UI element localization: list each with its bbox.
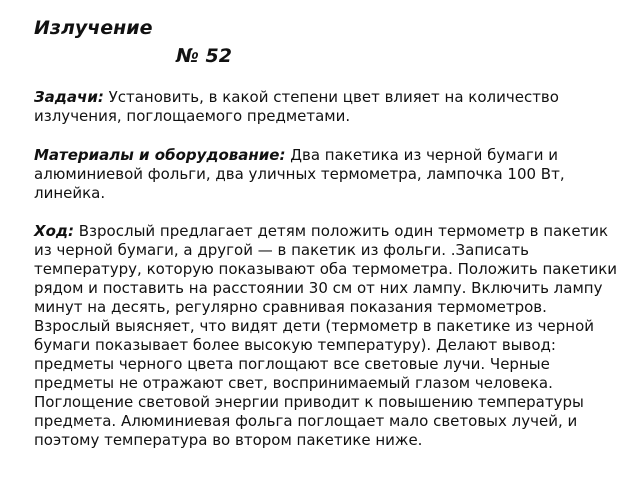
materials-text: Два пакетика из черной бумаги и алюминиевой фольги, два уличных термометра, лампочка 100 Вт, линейка.	[34, 146, 565, 202]
tasks-text: Установить, в какой степени цвет влияет на количество излучения, поглощаемого предметами.	[34, 88, 559, 125]
tasks-paragraph	[34, 88, 619, 126]
materials-paragraph	[34, 146, 619, 203]
experiment-number: № 52	[176, 45, 232, 67]
materials-label: Материалы и оборудование:	[34, 146, 286, 164]
procedure-text: Взрослый предлагает детям положить один термометр в пакетик из черной бумаги, а другой — в пакетик из фольги. .Записать температуру, которую показывают оба термометра. Положить пакетики рядом и поставить на расстоянии 30 см от них лампу. Включить лампу минут на десять, регулярно сравнивая показания термометров. Взрослый выясняет, что видят дети (термометр в пакетике из черной бумаги показывает более высокую температуру). Делают вывод: предметы черного цвета поглощают все световые лучи. Черные предметы не отражают свет, воспринимаемый глазом человека. Поглощение световой энергии приводит к повышению температуры предмета. Алюминиевая фольга поглощает мало световых лучей, и поэтому температура во втором пакетике ниже.	[34, 222, 618, 449]
page-title: Излучение	[34, 17, 153, 39]
procedure-label: Ход:	[34, 222, 74, 240]
tasks-label: Задачи:	[34, 88, 104, 106]
procedure-paragraph	[34, 222, 619, 450]
